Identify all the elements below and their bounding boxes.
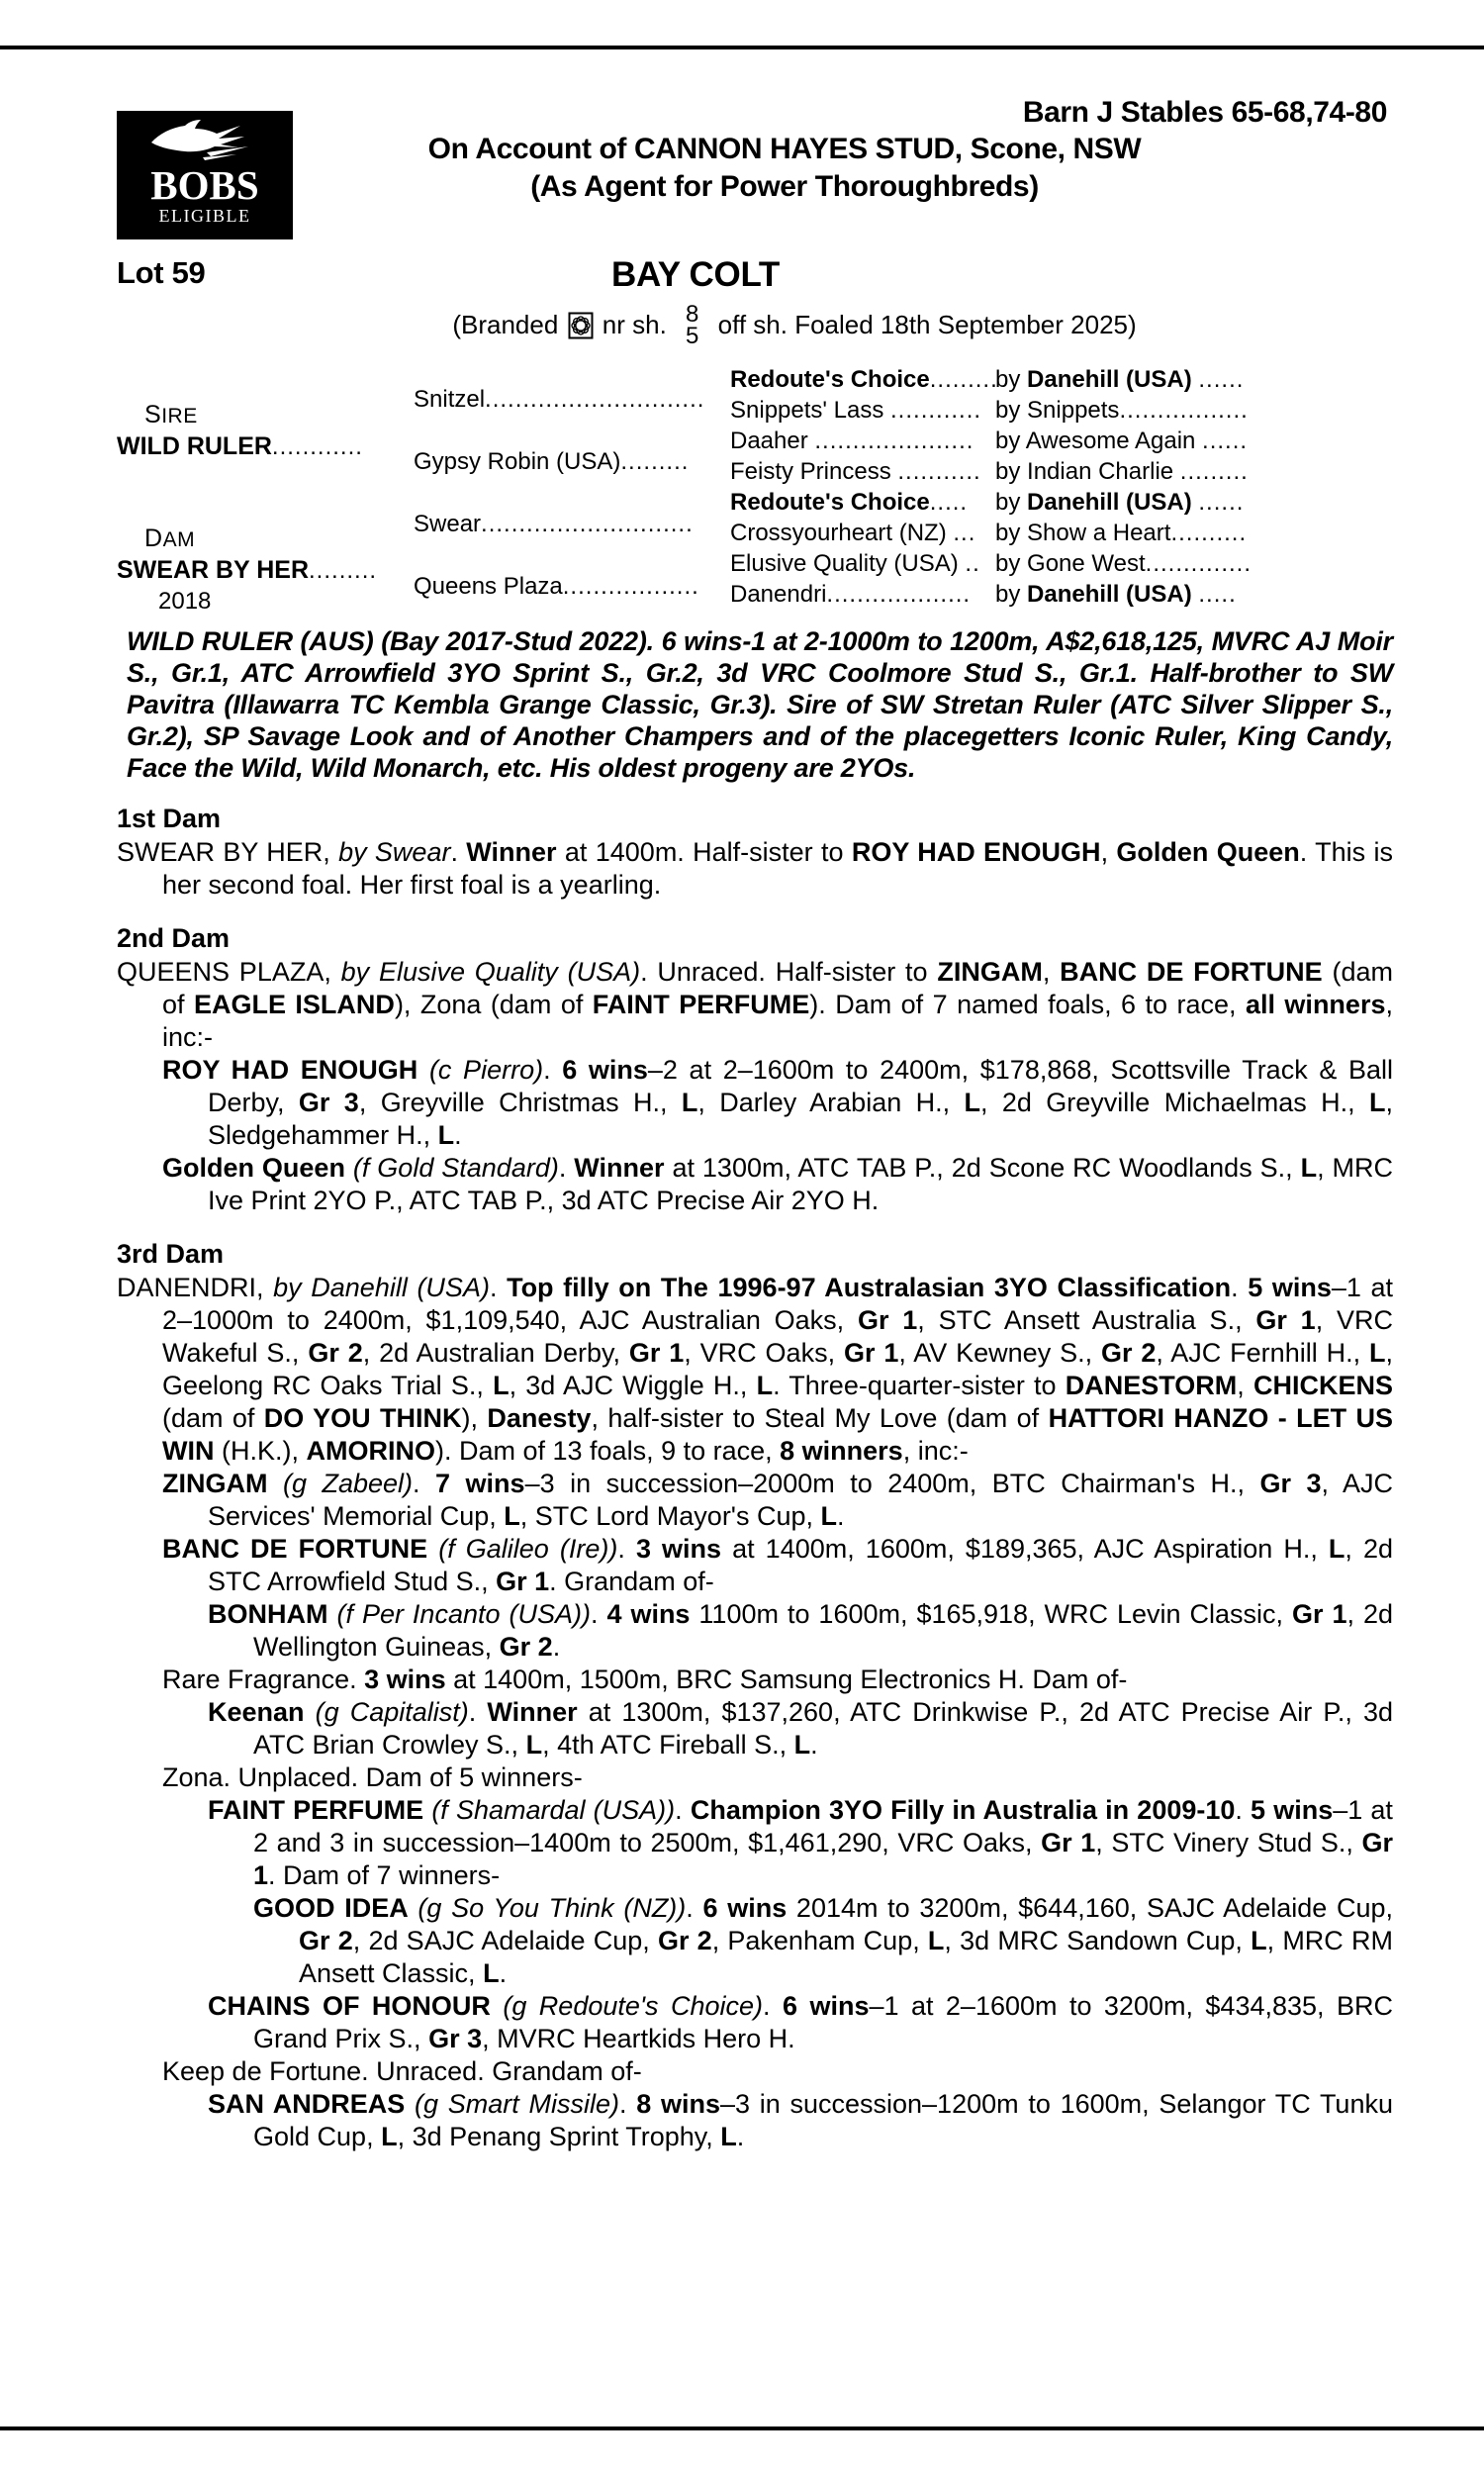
gen3-dots: ..................... [814,428,974,454]
pedigree-entry: SAN ANDREAS (g Smart Missile). 8 wins–3 in succession–1200m to 1600m, Selangor TC Tunku Gold Cup, L, 3d Penang Sprint Trophy, L. [208,2089,1393,2151]
pedigree-table [117,364,1393,619]
gen2-dots: ......... [620,448,690,475]
sire-dots: ............ [271,433,363,460]
gen3-row [730,518,995,548]
gen3-row [730,456,995,487]
gen2-name: Swear [414,511,482,537]
brand-prefix: (Branded [452,309,559,339]
gen4-row [995,579,1391,610]
page-top-rule [0,46,1484,49]
dam-dots: ......... [309,557,378,584]
gen2-dots: .................. [562,573,699,600]
branding-line [117,301,1393,348]
pedigree-entry: ZINGAM (g Zabeel). 7 wins–3 in succession–2000m to 2400m, BTC Chairman's H., Gr 3, AJC Services' Memorial Cup, L, STC Lord Mayor's Cup, L. [162,1469,1393,1531]
page-title: BAY COLT [610,255,781,294]
brand-near-side: nr sh. [602,309,667,339]
gen3-name: Danendri [730,581,827,608]
page-header [117,95,1393,241]
gen3-dots: ... [953,520,976,546]
gen2-row [414,571,720,602]
dam-heading: 1st Dam [117,804,222,833]
sire-name-row [117,431,414,462]
gen3-name: Snippets' Lass [730,397,884,424]
gen4-dots: ...... [1198,489,1245,516]
sire-name: WILD RULER [117,432,272,460]
gen4-by: by [995,520,1021,546]
gen4-by: by [995,366,1021,393]
page-bottom-rule [0,2426,1484,2430]
pedigree-entry: BANC DE FORTUNE (f Galileo (Ire)). 3 wins at 1400m, 1600m, $189,365, AJC Aspiration H., L, 2d STC Arrowfield Stud S., Gr 1. Grandam of- [162,1534,1393,1596]
pedigree-generation-2 [414,364,720,602]
gen2-row [414,384,720,415]
gen3-name: Redoute's Choice [730,489,930,516]
dam-sections [117,804,1393,2153]
gen3-row [730,426,995,456]
gen4-by: by [995,428,1021,454]
gen4-dots: ................. [1119,397,1249,424]
pedigree-entry: ROY HAD ENOUGH (c Pierro). 6 wins–2 at 2–1600m to 2400m, $178,868, Scottsville Track & Ball Derby, Gr 3, Greyville Christmas H., L, Darley Arabian H., L, 2d Greyville Michaelmas H., L, Sledgehammer H., L. [162,1055,1394,1150]
pedigree-entry: CHAINS OF HONOUR (g Redoute's Choice). 6 wins–1 at 2–1600m to 3200m, $434,835, BRC Grand Prix S., Gr 3, MVRC Heartkids Hero H. [208,1991,1393,2053]
gen2-name: Queens Plaza [414,573,563,600]
pedigree-entry: Rare Fragrance. 3 wins at 1400m, 1500m, BRC Samsung Electronics H. Dam of- [162,1665,1128,1694]
gen3-dots: ......... [929,366,998,393]
brand-fraction-bottom: 5 [686,323,699,349]
gen2-row [414,446,720,477]
gen3-row [730,548,995,579]
bobs-wordmark: BOBS [150,162,259,208]
pedigree-entry: Zona. Unplaced. Dam of 5 winners- [162,1762,583,1792]
gen4-dots: ..... [1198,581,1237,608]
pedigree-entry: QUEENS PLAZA, by Elusive Quality (USA). Unraced. Half-sister to ZINGAM, BANC DE FORTUNE (dam of EAGLE ISLAND), Zona (dam of FAINT PERFUME). Dam of 7 named foals, 6 to race, all winners, inc:- [117,957,1393,1052]
dam-label: DAM [144,524,196,552]
gen3-name: Daaher [730,428,808,454]
bobs-eligible-subtext: ELIGIBLE [158,206,251,226]
pedigree-entry: BONHAM (f Per Incanto (USA)). 4 wins 1100m to 1600m, $165,918, WRC Levin Classic, Gr 1, 2d Wellington Guineas, Gr 2. [208,1599,1394,1662]
brand-fraction-top: 8 [686,301,699,328]
gen4-name: Danehill (USA) [1027,489,1192,516]
gen4-name: Awesome Again [1025,428,1196,454]
gen4-row [995,456,1391,487]
gen4-name: Gone West [1027,550,1146,577]
gen4-dots: ...... [1198,366,1245,393]
account-line: On Account of CANNON HAYES STUD, Scone, NSW [427,133,1142,165]
gen4-row [995,395,1391,426]
brand-fraction [686,301,699,349]
gen2-dots: ............................. [485,386,705,413]
gen3-dots: ..... [929,489,969,516]
dam-heading: 3rd Dam [117,1239,225,1269]
pedigree-entry: SWEAR BY HER, by Swear. Winner at 1400m. Half-sister to ROY HAD ENOUGH, Golden Queen. This is her second foal. Her first foal is a yearling. [117,837,1393,900]
horse-head-swoosh-icon [145,117,264,162]
gen4-row [995,518,1391,548]
gen4-name: Indian Charlie [1027,458,1174,485]
gen4-name: Show a Heart [1027,520,1171,546]
gen4-name: Danehill (USA) [1027,366,1192,393]
gen2-dots: ............................ [481,511,694,537]
pedigree-entry: Keep de Fortune. Unraced. Grandam of- [162,2056,642,2086]
sire-description-paragraph: WILD RULER (AUS) (Bay 2017-Stud 2022). 6 wins-1 at 2-1000m to 1200m, A$2,618,125, MVRC AJ Moir S., Gr.1, ATC Arrowfield 3YO Sprint S., Gr.2, 3d VRC Coolmore Stud S., Gr.1. Half-brother to SW Pavitra (Illawarra TC Kembla Grange Classic, Gr.3). Sire of SW Stretan Ruler (ATC Silver Slipper S., Gr.2), SP Savage Look and of Another Champers and of the placegetters Iconic Ruler, King Candy, Face the Wild, Wild Monarch, etc. His oldest progeny are 2YOs. [127,626,1393,783]
gen4-dots: .............. [1145,550,1252,577]
pedigree-entry: GOOD IDEA (g So You Think (NZ)). 6 wins 2014m to 3200m, $644,160, SAJC Adelaide Cup, Gr 2, 2d SAJC Adelaide Cup, Gr 2, Pakenham Cup, L, 3d MRC Sandown Cup, L, MRC RM Ansett Classic, L. [253,1893,1394,1988]
barn-stables-line: Barn J Stables 65-68,74-80 [1022,96,1387,129]
lot-number: Lot 59 [117,255,206,290]
gen3-row [730,364,998,395]
gen3-dots: ................... [826,581,972,608]
dam-name: SWEAR BY HER [117,556,310,584]
gen4-row [995,426,1391,456]
gen3-dots: ............ [890,397,982,424]
gen2-row [414,509,720,539]
pedigree-entry: DANENDRI, by Danehill (USA). Top filly on The 1996-97 Australasian 3YO Classification. 5 wins–1 at 2–1000m to 2400m, $1,109,540, AJC Australian Oaks, Gr 1, STC Ansett Australia S., Gr 1, VRC Wakeful S., Gr 2, 2d Australian Derby, Gr 1, VRC Oaks, Gr 1, AV Kewney S., Gr 2, AJC Fernhill H., L, Geelong RC Oaks Trial S., L, 3d AJC Wiggle H., L. Three-quarter-sister to DANESTORM, CHICKENS (dam of DO YOU THINK), Danesty, half-sister to Steal My Love (dam of HATTORI HANZO - LET US WIN (H.K.), AMORINO). Dam of 13 foals, 9 to race, 8 winners, inc:- [117,1273,1394,1466]
dam-heading: 2nd Dam [117,923,231,953]
gen4-dots: .......... [1170,520,1248,546]
gen4-row [995,548,1391,579]
gen3-row [730,395,995,426]
dam-name-row [117,555,414,586]
gen3-row [730,579,995,610]
gen3-name: Crossyourheart (NZ) [730,520,947,546]
gen3-dots: ........... [897,458,981,485]
gen4-dots: ......... [1179,458,1249,485]
brand-symbol-icon [568,312,594,339]
gen2-name: Snitzel [414,386,486,413]
agent-line: (As Agent for Power Thoroughbreds) [530,170,1039,203]
gen2-name: Gypsy Robin (USA) [414,448,621,475]
gen3-name: Redoute's Choice [730,366,930,393]
pedigree-generation-3 [730,364,998,610]
dam-year: 2018 [158,588,212,615]
bobs-eligible-logo [117,111,293,239]
pedigree-generation-1 [117,364,414,617]
gen4-row [995,487,1391,518]
pedigree-entry: Keenan (g Capitalist). Winner at 1300m, $137,260, ATC Drinkwise P., 2d ATC Precise Air P., 3d ATC Brian Crowley S., L, 4th ATC Fireball S., L. [208,1697,1394,1760]
gen4-by: by [995,581,1021,608]
pedigree-entry: Golden Queen (f Gold Standard). Winner at 1300m, ATC TAB P., 2d Scone RC Woodlands S., L, MRC Ive Print 2YO P., ATC TAB P., 3d ATC Precise Air 2YO H. [162,1153,1393,1215]
gen3-row [730,487,995,518]
page-content [117,95,1393,2153]
gen4-dots: ...... [1202,428,1249,454]
gen3-dots: .. [965,550,980,577]
gen3-name: Elusive Quality (USA) [730,550,959,577]
sire-label: SIRE [144,401,198,428]
pedigree-generation-4 [995,364,1391,610]
gen4-by: by [995,458,1021,485]
gen4-by: by [995,550,1021,577]
pedigree-entry: FAINT PERFUME (f Shamardal (USA)). Champion 3YO Filly in Australia in 2009-10. 5 wins–1 at 2 and 3 in succession–1400m to 2500m, $1,461,290, VRC Oaks, Gr 1, STC Vinery Stud S., Gr 1. Dam of 7 winners- [208,1795,1393,1890]
lot-title-row [117,255,1393,301]
gen4-name: Snippets [1027,397,1120,424]
gen4-row [995,364,1391,395]
gen4-by: by [995,397,1021,424]
gen4-name: Danehill (USA) [1027,581,1192,608]
gen4-by: by [995,489,1021,516]
brand-suffix: off sh. Foaled 18th September 2025) [717,309,1137,339]
header-text-lines [117,95,1393,206]
gen3-name: Feisty Princess [730,458,891,485]
